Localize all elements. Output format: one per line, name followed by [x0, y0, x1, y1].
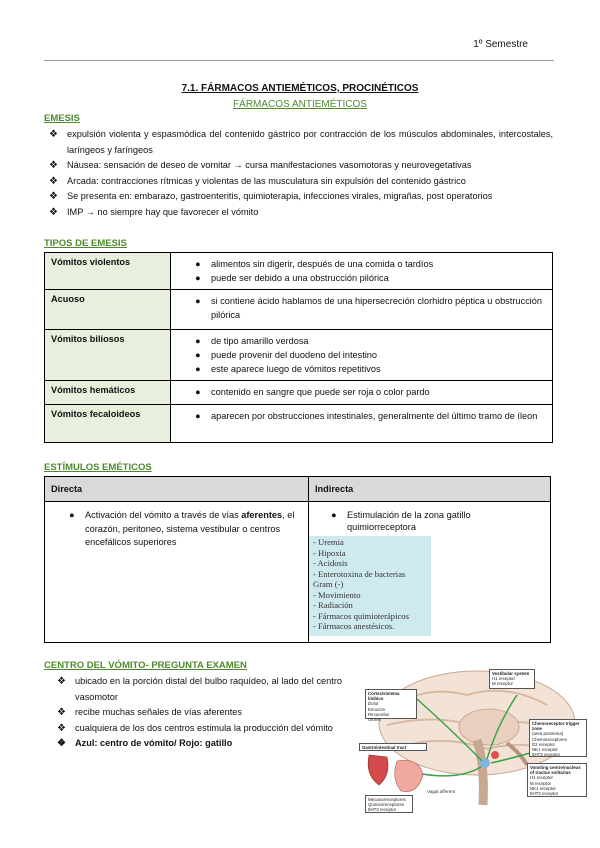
indirecta-causes-image [309, 536, 431, 636]
estimulos-heading: ESTÍMULOS EMÉTICOS [44, 462, 152, 473]
list-item: - Radiación [313, 600, 353, 610]
diamond-bullet-icon: ❖ [49, 129, 58, 140]
row-label: Acuoso [45, 290, 171, 330]
row-content: ● de tipo amarillo verdosa ● puede provenir del duodeno del intestino ● este aparece luego de vómitos repetitivos [171, 330, 553, 381]
list-item: ❖ expulsión violenta y espasmódica del contenido gástrico por contracción de los músculos abdominales, intercostales, laríngeos y faríngeos [49, 129, 553, 155]
vagal-afferent-label: Vagal afferent [427, 789, 456, 794]
dot-bullet-icon: ● [195, 411, 201, 421]
diamond-bullet-icon: ❖ [57, 722, 66, 734]
gi-receptor-label-box: Mecanorreceptores Quimiorreceptores 5HT3 receptor [365, 795, 413, 813]
dot-bullet-icon: ● [195, 350, 201, 360]
page-title: 7.1. FÁRMACOS ANTIEMÉTICOS, PROCINÉTICOS [181, 83, 419, 94]
dot-bullet-icon: ● [195, 387, 201, 397]
centro-list [55, 674, 342, 752]
directa-cell: ● Activación del vómito a través de vías aferentes, el corazón, peritoneo, sistema vestibular o centros encefálicos superiores [45, 502, 309, 643]
table-row [45, 290, 553, 330]
header-divider [44, 60, 554, 61]
list-item: - Hipoxia [313, 547, 346, 558]
col-header-indirecta: Indirecta [309, 477, 551, 502]
dot-bullet-icon: ● [331, 510, 337, 520]
row-content: ● si contiene ácido hablamos de una hipersecreción clorhidro péptica u obstrucción pilórica [171, 290, 553, 330]
table-header-row [45, 477, 551, 502]
diamond-bullet-icon: ❖ [57, 738, 66, 749]
row-label: Vómitos fecaloideos [45, 405, 171, 443]
dot-bullet-icon: ● [195, 336, 201, 346]
list-item: ❖ Arcada: contracciones rítmicas y violentas de las musculatura sin expulsión del contenido gástrico [47, 174, 553, 190]
diamond-bullet-icon: ❖ [57, 676, 66, 687]
diamond-bullet-icon: ❖ [49, 160, 58, 171]
row-content: ● contenido en sangre que puede ser roja o color pardo [171, 381, 553, 405]
table-row [45, 330, 553, 381]
tipos-heading: TIPOS DE EMESIS [44, 238, 127, 249]
ctz-label-box: Chemoreceptor trigger zone (area postrema) Chemoreceptores D2 receptor NK1 receptor 5HT3 receptor [529, 719, 587, 757]
vestibular-label-box: Vestibular system H1 receptor M receptor [489, 669, 535, 689]
diamond-bullet-icon: ❖ [57, 707, 66, 718]
emesis-list [47, 127, 553, 220]
table-row [45, 502, 551, 643]
row-content: ● alimentos sin digerir, después de una comida o tardíos ● puede ser debido a una obstrucción pilórica [171, 253, 553, 290]
indirecta-cell: ● Estimulación de la zona gatillo quimiorreceptora [309, 502, 551, 643]
semester-label: 1º Semestre [473, 39, 528, 50]
list-item: - Uremia [313, 537, 344, 547]
vomiting-centre-label-box: Vomiting centre/nucleus of tractus solitarius H1 receptor M receptor NK1 receptor 5HT3 receptor [527, 763, 587, 797]
centro-heading: CENTRO DEL VÓMITO- PREGUNTA EXAMEN [44, 660, 247, 671]
list-item: - Acidosis [313, 558, 348, 568]
list-item: ❖ ubicado en la porción distal del bulbo raquídeo, al lado del centro vasomotor [57, 676, 342, 702]
estimulos-table [44, 476, 551, 643]
dot-bullet-icon: ● [195, 259, 201, 269]
emesis-heading: EMESIS [44, 113, 80, 124]
table-row [45, 381, 553, 405]
list-item: ❖ cualquiera de los dos centros estimula la producción del vómito [55, 721, 342, 737]
gi-tract-label-box: Gastrointestinal tract [359, 743, 427, 751]
list-item: - Fármacos anestésicos. [313, 621, 395, 631]
dot-bullet-icon: ● [195, 273, 201, 283]
diamond-bullet-icon: ❖ [49, 175, 58, 187]
list-item: ❖ Se presenta en: embarazo, gastroenteritis, quimioterapia, infecciones virales, migrañas, post operatorios [47, 189, 553, 205]
list-item: ❖ IMP → no siempre hay que favorecer el vómito [47, 205, 553, 221]
col-header-directa: Directa [45, 477, 309, 502]
tipos-table [44, 252, 553, 443]
cortex-label-box: Córtex/sistema límbico Dolor Emoción Recuerdos Olores [365, 689, 417, 719]
table-row [45, 253, 553, 290]
list-item: ❖ Náusea: sensación de deseo de vomitar → cursa manifestaciones vasomotoras y neurovegetativas [47, 158, 553, 174]
vomiting-pathway-diagram [357, 665, 587, 815]
list-item: - Fármacos quimioterápicos [313, 610, 409, 621]
row-label: Vómitos hemáticos [45, 381, 171, 405]
row-label: Vómitos violentos [45, 253, 171, 290]
row-label: Vómitos biliosos [45, 330, 171, 381]
table-row [45, 405, 553, 443]
list-item: - Movimiento [313, 589, 361, 600]
list-item: - Enterotoxina de bacterias Gram (-) [313, 568, 406, 589]
diamond-bullet-icon: ❖ [49, 191, 58, 202]
list-item: ❖ recibe muchas señales de vías aferentes [55, 705, 342, 721]
dot-bullet-icon: ● [195, 296, 201, 306]
dot-bullet-icon: ● [195, 364, 201, 374]
dot-bullet-icon: ● [69, 510, 75, 520]
row-content: ● aparecen por obstrucciones intestinales, generalmente del último tramo de íleon [171, 405, 553, 443]
list-item: ❖ Azul: centro de vómito/ Rojo: gatillo [55, 736, 342, 752]
diamond-bullet-icon: ❖ [49, 206, 58, 218]
page-subtitle: FÁRMACOS ANTIEMÉTICOS [233, 99, 367, 110]
